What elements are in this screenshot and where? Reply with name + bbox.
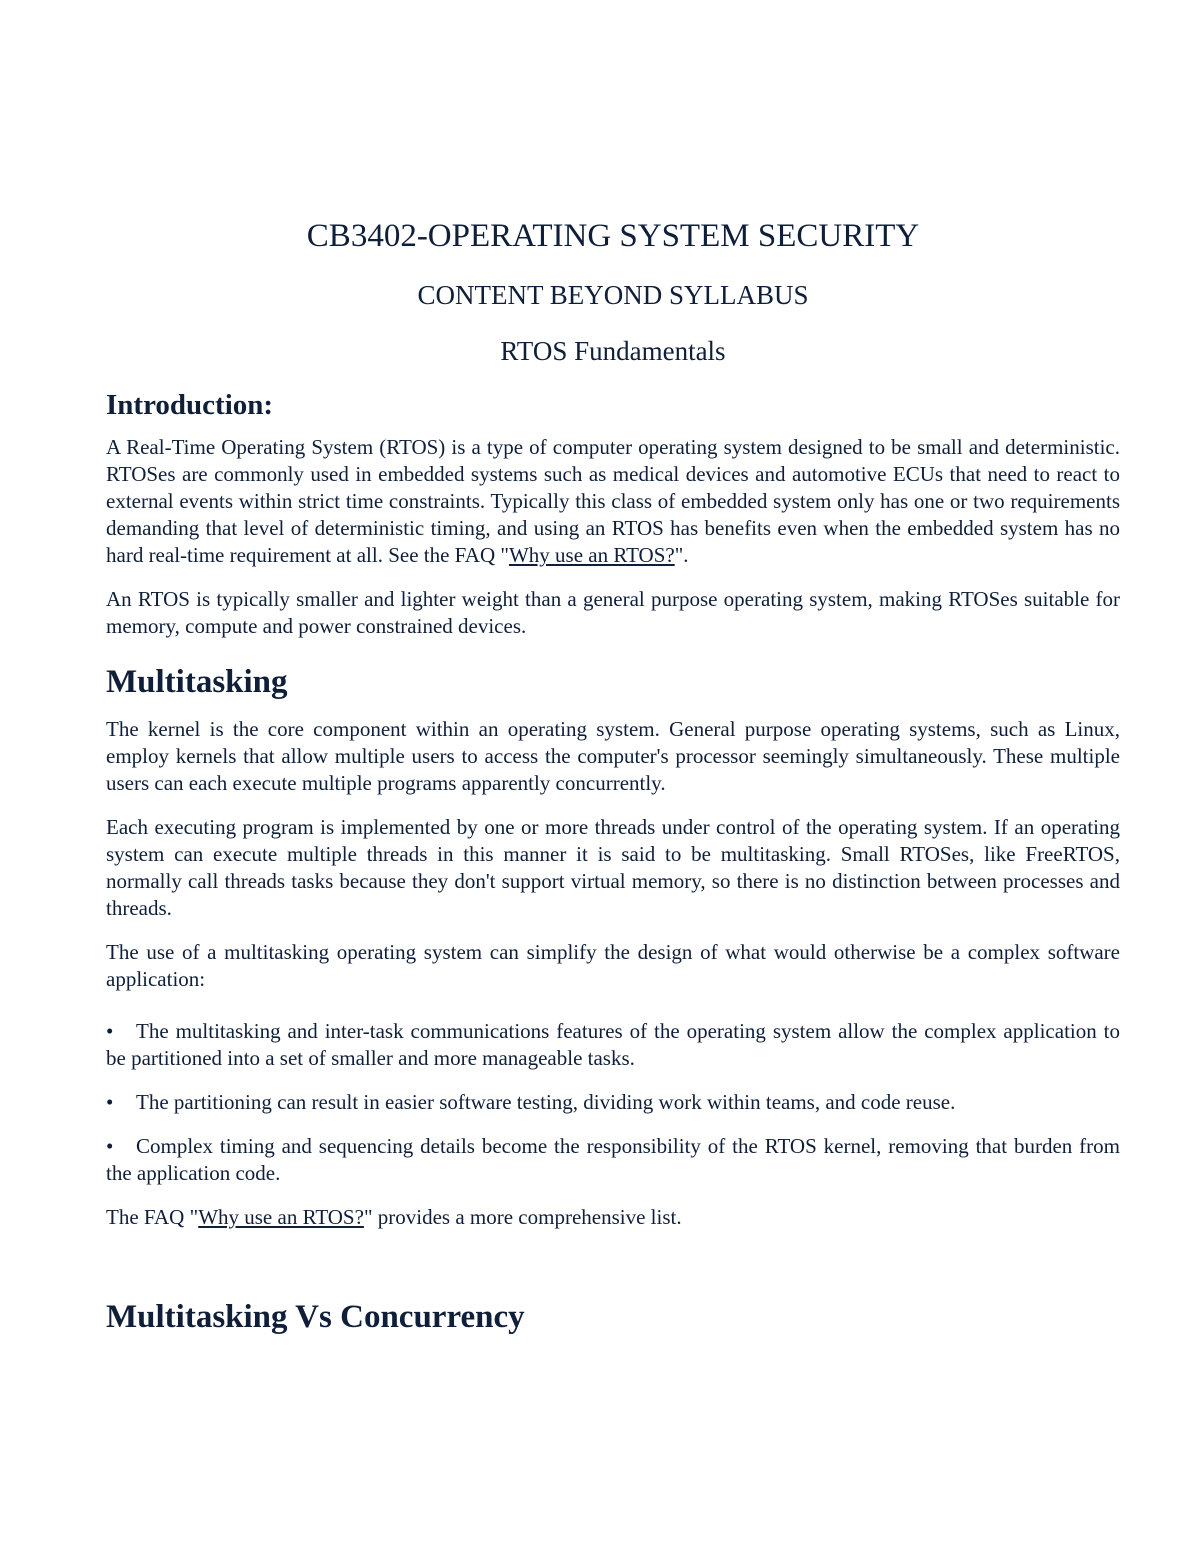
why-use-rtos-link[interactable]: Why use an RTOS? [508, 543, 675, 567]
multitasking-vs-concurrency-heading: Multitasking Vs Concurrency [106, 1299, 525, 1335]
bullet-text: The multitasking and inter-task communications features of the operating system allow the complex application to be partitioned into a set of smaller and more manageable tasks. [106, 1019, 1120, 1070]
bullet-text: The partitioning can result in easier software testing, dividing work within teams, and code reuse. [136, 1090, 956, 1114]
bullet-dot: • [106, 1090, 114, 1114]
faq-why-use-rtos-link[interactable]: Why use an RTOS? [198, 1205, 364, 1229]
intro-paragraph-1-end: ". [674, 543, 689, 567]
introduction-heading: Introduction: [106, 389, 274, 421]
multitasking-paragraph-3: The use of a multitasking operating system can simplify the design of what would otherwise be a complex software application: [106, 940, 1120, 991]
multitasking-heading: Multitasking [106, 664, 288, 700]
bullet-text: Complex timing and sequencing details become the responsibility of the RTOS kernel, removing that burden from the application code. [106, 1134, 1120, 1185]
intro-paragraph-1-text: A Real-Time Operating System (RTOS) is a type of computer operating system designed to be small and deterministic. RTOSes are commonly used in embedded systems such as medical devices and automotive ECUs that need to react to external events within strict time constraints. Typically this class of embedded system only has one or two requirements demanding that level of deterministic timing, and using an RTOS has benefits even when the embedded system has no hard real-time requirement at all. See the FAQ " [106, 435, 1120, 567]
bullet-dot: • [106, 1019, 114, 1043]
bullet-dot: • [106, 1134, 114, 1158]
multitasking-paragraph-2: Each executing program is implemented by one or more threads under control of the operating system. If an operating system can execute multiple threads in this manner it is said to be multitasking. Small RTOSes, like FreeRTOS, normally call threads tasks because they don't support virtual memory, so there is no distinction between processes and threads. [106, 815, 1120, 920]
bullet-item [106, 1133, 1120, 1187]
faq-paragraph [106, 1204, 1120, 1231]
document-content [106, 216, 1120, 1337]
multitasking-paragraph-1: The kernel is the core component within an operating system. General purpose operating systems, such as Linux, employ kernels that allow multiple users to access the computer's processor seemingly simultaneously. These multiple users can each execute multiple programs apparently concurrently. [106, 717, 1120, 795]
faq-suffix: " provides a more comprehensive list. [363, 1205, 682, 1229]
faq-prefix: The FAQ " [106, 1205, 199, 1229]
bullet-item [106, 1018, 1120, 1072]
document-topic: RTOS Fundamentals [500, 336, 726, 366]
intro-paragraph-1 [106, 434, 1120, 569]
document-title: CB3402-OPERATING SYSTEM SECURITY [306, 218, 920, 254]
document-subtitle: CONTENT BEYOND SYLLABUS [417, 280, 809, 310]
intro-paragraph-2: An RTOS is typically smaller and lighter weight than a general purpose operating system, making RTOSes suitable for memory, compute and power constrained devices. [106, 587, 1120, 638]
bullet-item [106, 1089, 1120, 1116]
